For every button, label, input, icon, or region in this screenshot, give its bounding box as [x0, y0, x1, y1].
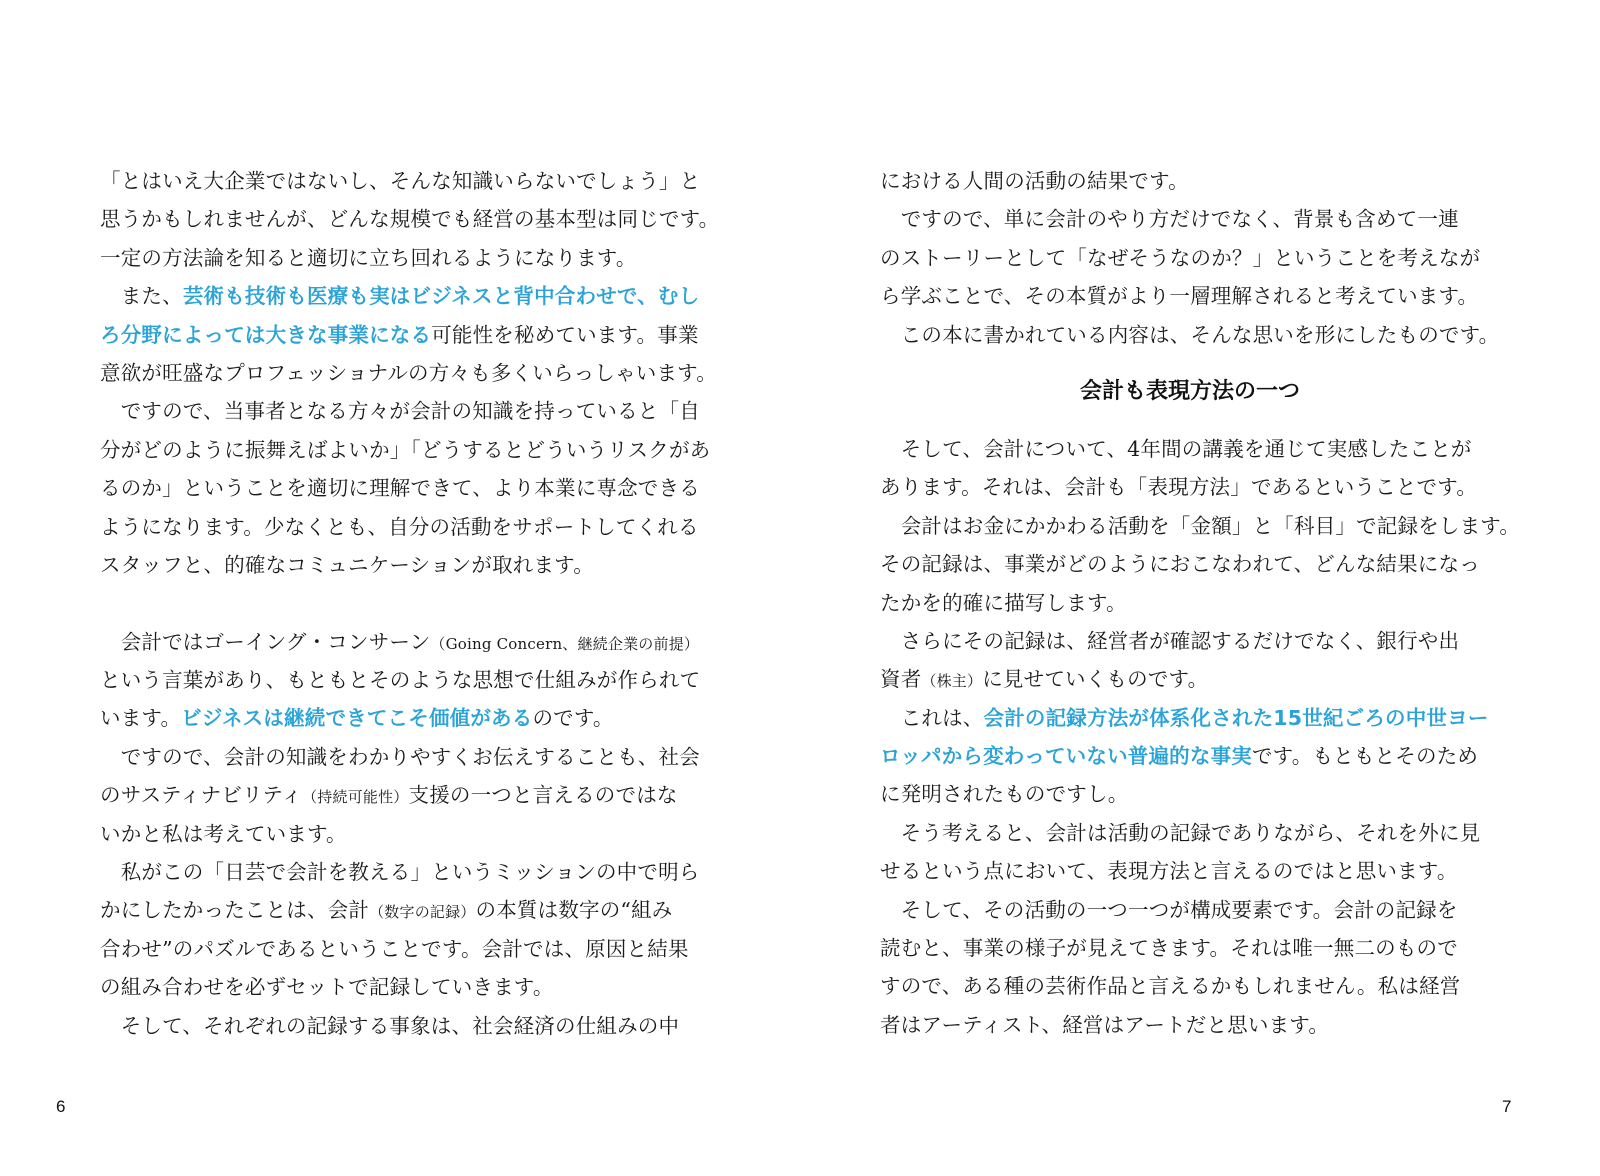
body-text: という言葉があり、もともとそのような思想で仕組みが作られて	[100, 668, 701, 693]
body-text: ですので、会計の知識をわかりやすくお伝えすることも、社会	[100, 744, 700, 769]
text-line	[880, 967, 1500, 1005]
right-body-text	[880, 162, 1521, 1044]
text-line	[880, 316, 1500, 354]
text-line	[880, 737, 1500, 775]
body-text: ですので、単に会計のやり方だけでなく、背景も含めて一連	[880, 207, 1459, 232]
text-line	[100, 738, 710, 776]
text-line	[100, 853, 710, 891]
highlighted-text: ろ分野によっては大きな事業になる	[100, 322, 432, 347]
text-line	[880, 622, 1500, 660]
body-text: です。もともとそのため	[1251, 744, 1479, 769]
body-text: るのか」ということを適切に理解できて、より本業に専念できる	[100, 476, 700, 501]
text-line	[880, 277, 1500, 315]
text-line	[100, 546, 710, 584]
body-text: います。	[100, 706, 182, 731]
text-line	[880, 200, 1500, 238]
body-text: たかを的確に描写します。	[880, 590, 1127, 615]
body-text: 資者	[880, 667, 922, 692]
body-text: せるという点において、表現方法と言えるのではと思います。	[880, 859, 1458, 884]
body-text: 者はアーティスト、経営はアートだと思います。	[880, 1012, 1330, 1037]
body-text: 合わせ”のパズルであるということです。会計では、原因と結果	[100, 936, 689, 961]
paragraph-break	[100, 584, 710, 622]
body-text: あります。それは、会計も「表現方法」であるということです。	[880, 475, 1478, 500]
left-body-text	[100, 162, 720, 1045]
body-text: 会計ではゴーイング・コンサーン	[100, 629, 431, 654]
text-line	[100, 200, 720, 238]
highlighted-text: 芸術も技術も医療も実はビジネスと背中合わせで、むし	[182, 284, 700, 309]
body-text: その記録は、事業がどのようにおこなわれて、どんな結果になっ	[880, 552, 1480, 577]
text-line	[880, 468, 1500, 506]
text-line	[880, 545, 1500, 583]
text-line	[880, 814, 1500, 852]
right-text-before-heading	[880, 162, 1500, 354]
annotation-text: （Going Concern、継続企業の前提）	[430, 634, 700, 653]
text-line	[100, 354, 717, 392]
body-text: 分がどのように振舞えばよいか」「どうするとどういうリスクがあ	[100, 437, 711, 462]
text-line	[880, 891, 1500, 929]
right-text-after-heading	[880, 430, 1521, 1044]
body-text: の本質は数字の“組み	[475, 898, 673, 923]
body-text: そして、会計について、4年間の講義を通じて実感したことが	[880, 436, 1472, 461]
page-number-left: 6	[56, 1097, 66, 1116]
body-text: いかと私は考えています。	[100, 821, 347, 846]
body-text: のストーリーとして「なぜそうなのか？」ということを考えなが	[880, 245, 1481, 270]
body-text: ですので、当事者となる方々が会計の知識を持っていると「自	[100, 399, 700, 424]
body-text: 会計はお金にかかわる活動を「金額」と「科目」で記録をします。	[880, 513, 1521, 538]
text-line	[100, 1007, 710, 1045]
text-line	[100, 968, 710, 1006]
body-text: さらにその記録は、経営者が確認するだけでなく、銀行や出	[880, 628, 1460, 653]
body-text: そう考えると、会計は活動の記録でありながら、それを外に見	[880, 820, 1481, 845]
text-line	[100, 661, 710, 699]
body-text: これは、	[880, 705, 984, 730]
body-text: そして、それぞれの記録する事象は、社会経済の仕組みの中	[100, 1013, 680, 1038]
body-text: の組み合わせを必ずセットで記録していきます。	[100, 975, 554, 1000]
body-text: 一定の方法論を知ると適切に立ち回れるようになります。	[100, 245, 637, 270]
body-text: ら学ぶことで、その本質がより一層理解されると考えています。	[880, 284, 1479, 309]
text-line	[100, 162, 710, 200]
text-line	[880, 852, 1500, 890]
highlighted-text: ビジネスは継続できてこそ価値がある	[181, 706, 533, 731]
right-page	[800, 0, 1600, 1176]
body-text: また、	[100, 284, 183, 309]
text-line	[100, 815, 710, 853]
annotation-text: （数字の記録）	[369, 903, 476, 922]
text-line	[100, 316, 710, 354]
body-text: のサスティナビリティ	[100, 783, 303, 808]
body-text: 読むと、事業の様子が見えてきます。それは唯一無二のもので	[880, 936, 1458, 961]
highlighted-text: 会計の記録方法が体系化された15世紀ごろの中世ヨー	[983, 705, 1489, 730]
text-line	[880, 699, 1500, 737]
text-line	[880, 430, 1500, 468]
text-line	[100, 623, 710, 661]
body-text: かにしたかったことは、会計	[100, 898, 370, 923]
body-text: 思うかもしれませんが、どんな規模でも経営の基本型は同じです。	[100, 207, 720, 232]
text-line	[100, 776, 710, 814]
text-line	[880, 507, 1521, 545]
body-text: 意欲が旺盛なプロフェッショナルの方々も多くいらっしゃいます。	[100, 360, 717, 385]
text-line	[100, 392, 710, 430]
text-line	[880, 584, 1500, 622]
text-line	[880, 660, 1500, 698]
body-text: における人間の活動の結果です。	[880, 169, 1189, 193]
body-text: に見せていくものです。	[982, 667, 1209, 692]
text-line	[880, 162, 1500, 200]
text-line	[880, 775, 1500, 813]
section-heading: 会計も表現方法の一つ	[1079, 378, 1300, 404]
text-line	[880, 239, 1500, 277]
body-text: のです。	[532, 706, 614, 731]
text-line	[100, 239, 710, 277]
text-line	[100, 891, 710, 929]
text-line	[100, 508, 710, 546]
annotation-text: （持続可能性）	[302, 788, 409, 807]
body-text: 「とはいえ大企業ではないし、そんな知識いらないでしょう」と	[100, 169, 701, 193]
body-text: に発明されたものですし。	[880, 782, 1129, 807]
highlighted-text: ロッパから変わっていない普遍的な事実	[880, 744, 1252, 769]
body-text: スタッフと、的確なコミュニケーションが取れます。	[100, 552, 594, 577]
text-line	[100, 469, 710, 507]
text-line	[100, 277, 710, 315]
body-text: すので、ある種の芸術作品と言えるかもしれません。私は経営	[880, 974, 1461, 999]
body-text: 支援の一つと言えるのではな	[408, 783, 678, 808]
text-line	[100, 930, 710, 968]
body-text: そして、その活動の一つ一つが構成要素です。会計の記録を	[880, 897, 1458, 922]
text-line	[100, 699, 710, 737]
body-text: 可能性を秘めています。事業	[431, 322, 699, 347]
text-line	[880, 929, 1500, 967]
text-line	[880, 1006, 1500, 1044]
body-text: この本に書かれている内容は、そんな思いを形にしたものです。	[880, 322, 1500, 347]
annotation-text: （株主）	[921, 672, 983, 691]
body-text: 私がこの「日芸で会計を教える」というミッションの中で明ら	[100, 860, 700, 885]
body-text: ようになります。少なくとも、自分の活動をサポートしてくれる	[100, 514, 699, 539]
page-number-right: 7	[1502, 1097, 1512, 1116]
text-line	[100, 431, 710, 469]
